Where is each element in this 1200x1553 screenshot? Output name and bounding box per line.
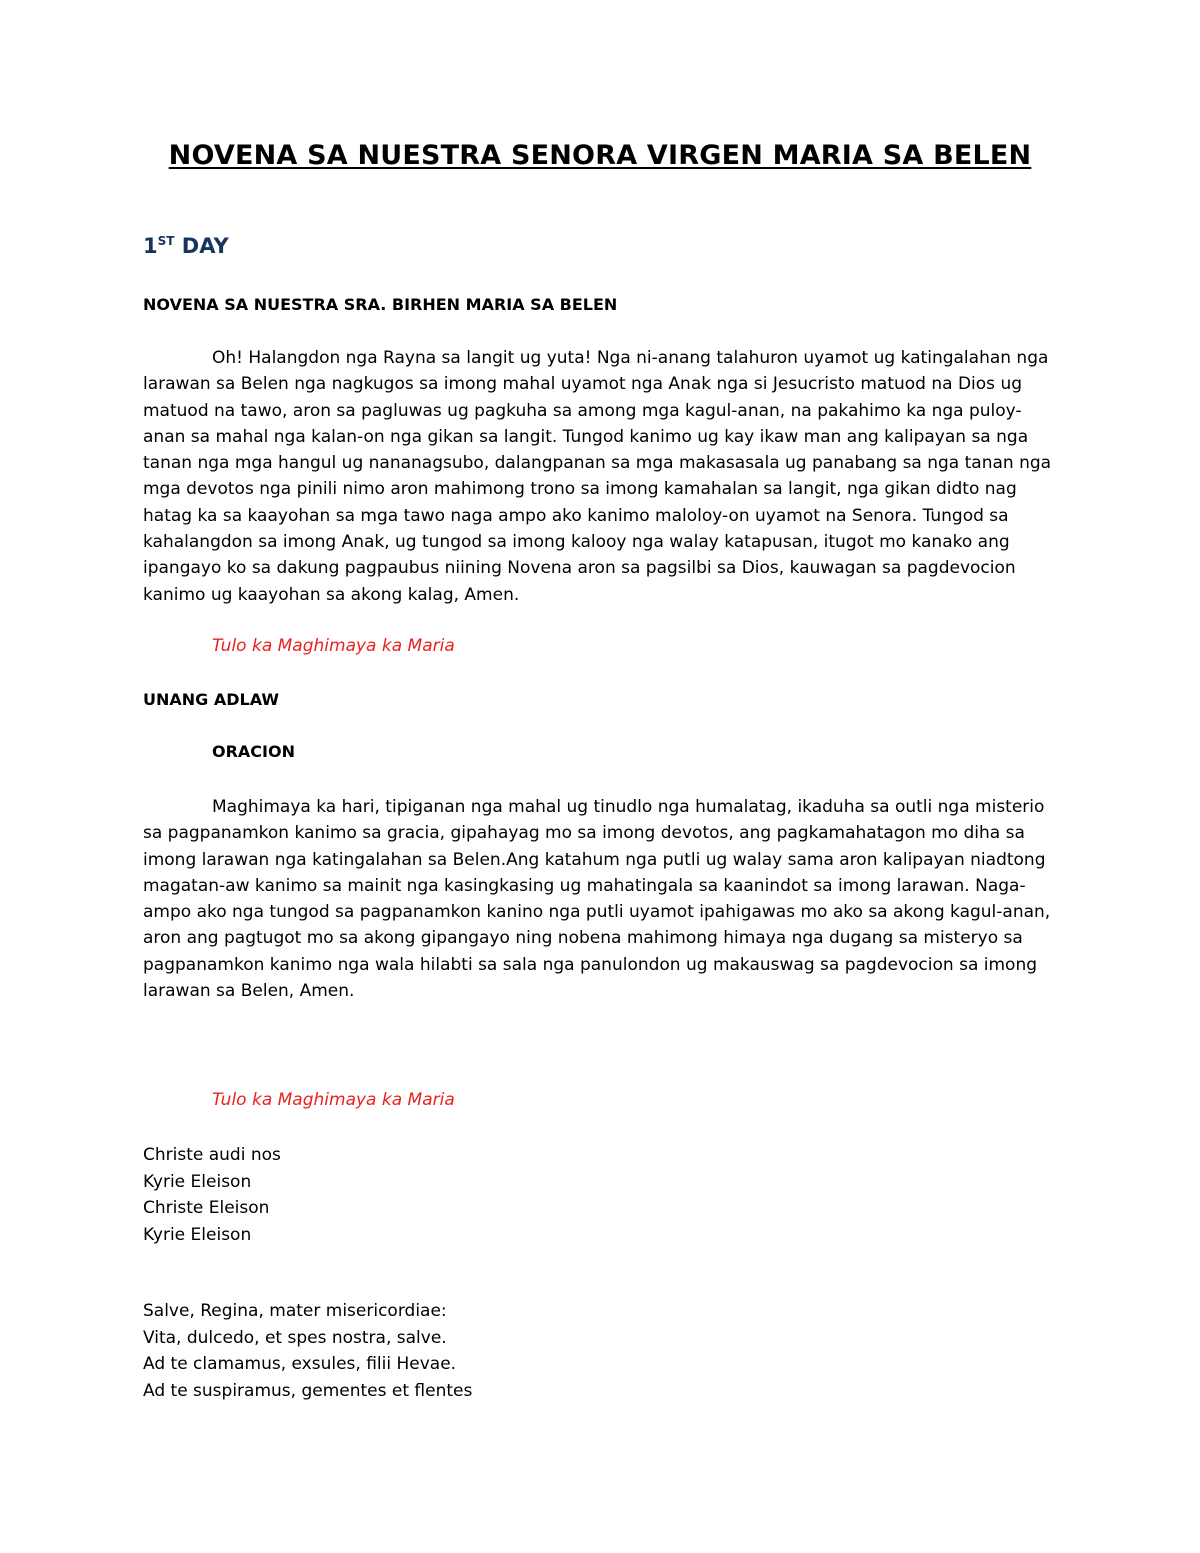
salve-line: Vita, dulcedo, et spes nostra, salve.	[143, 1327, 447, 1348]
paragraph-line: Maghimaya ka hari, tipiganan nga mahal ug tinudlo nga humalatag, ikaduha sa outli nga misterio	[212, 797, 1045, 817]
rubric-instruction: Tulo ka Maghimaya ka Maria	[212, 1090, 455, 1110]
paragraph-line: ipangayo ko sa dakung pagpaubus niining Novena aron sa pagsilbi sa Dios, kauwagan sa pagdevocion	[143, 558, 1016, 579]
novena-heading: NOVENA SA NUESTRA SRA. BIRHEN MARIA SA BELEN	[143, 295, 618, 314]
paragraph-line: anan sa mahal nga kalan-on nga gikan sa langit. Tungod kanimo ug kay ikaw man ang kalipayan sa nga	[143, 426, 1029, 447]
day-number: 1	[143, 234, 158, 258]
paragraph-line: hatag ka sa kaayohan sa mga tawo naga ampo ako kanimo maloloy-on uyamot na Senora. Tungod sa	[143, 505, 1009, 526]
oracion-heading: ORACION	[212, 742, 295, 761]
litany-list	[143, 1142, 281, 1248]
litany-line: Christe audi nos	[143, 1145, 281, 1165]
paragraph-line: Oh! Halangdon nga Rayna sa langit ug yuta! Nga ni-anang talahuron uyamot ug katingalahan nga	[212, 348, 1049, 368]
paragraph-line: matuod na tawo, aron sa pagluwas ug pagkuha sa among mga kagul-anan, na pakahimo ka nga puloy-	[143, 400, 1022, 421]
paragraph-line: tanan nga mga hangul ug nananagsubo, dalangpanan sa mga makasasala ug panabang sa nga tanan nga	[143, 453, 1052, 474]
oracion-paragraph	[143, 794, 1063, 1004]
paragraph-line: larawan sa Belen, Amen.	[143, 981, 355, 1002]
unang-adlaw-heading: UNANG ADLAW	[143, 690, 280, 709]
day-heading	[143, 234, 229, 258]
day-ordinal-suffix: ST	[157, 234, 175, 248]
litany-line: Kyrie Eleison	[143, 1171, 252, 1192]
paragraph-line: pagpanamkon kanimo nga wala hilabti sa sala nga panulondon ug makauswag sa pagdevocion sa imong	[143, 954, 1038, 975]
opening-prayer-paragraph	[143, 345, 1063, 608]
paragraph-line: aron ang pagtugot mo sa akong gipangayo ning nobena mahimong himaya nga dugang sa misteryo sa	[143, 928, 1023, 949]
paragraph-line: kahalangdon sa imong Anak, ug tungod sa imong kalooy nga walay katapusan, itugot mo kanako ang	[143, 532, 1010, 553]
rubric-instruction: Tulo ka Maghimaya ka Maria	[212, 636, 455, 656]
litany-line: Christe Eleison	[143, 1198, 270, 1218]
salve-regina-list	[143, 1298, 472, 1404]
paragraph-line: ampo ako nga tungod sa pagpanamkon kanino nga putli uyamot ipahigawas mo ako sa akong kagul-anan,	[143, 902, 1051, 923]
paragraph-line: sa pagpanamkon kanimo sa gracia, gipahayag mo sa imong devotos, ang pagkamahatagon mo diha sa	[143, 823, 1025, 844]
salve-line: Ad te clamamus, exsules, filii Hevae.	[143, 1354, 457, 1374]
salve-line: Ad te suspiramus, gementes et flentes	[143, 1380, 473, 1401]
litany-line: Kyrie Eleison	[143, 1224, 252, 1245]
paragraph-line: magatan-aw kanimo sa mainit nga kasingkasing ug mahatingala sa kaanindot sa imong larawan. Naga-	[143, 875, 1026, 896]
paragraph-line: larawan sa Belen nga nagkugos sa imong mahal uyamot nga Anak nga si Jesucristo matuod na Dios ug	[143, 374, 1023, 395]
paragraph-line: imong larawan nga katingalahan sa Belen.Ang katahum nga putli ug walay sama aron kalipayan niadtong	[143, 849, 1046, 870]
paragraph-line: mga devotos nga pinili nimo aron mahimong trono sa imong kamahalan sa langit, nga gikan didto nag	[143, 479, 1017, 500]
paragraph-line: kanimo ug kaayohan sa akong kalag, Amen.	[143, 584, 520, 605]
document-title: NOVENA SA NUESTRA SENORA VIRGEN MARIA SA BELEN	[168, 140, 1032, 171]
day-word: DAY	[174, 234, 229, 258]
salve-line: Salve, Regina, mater misericordiae:	[143, 1301, 447, 1321]
